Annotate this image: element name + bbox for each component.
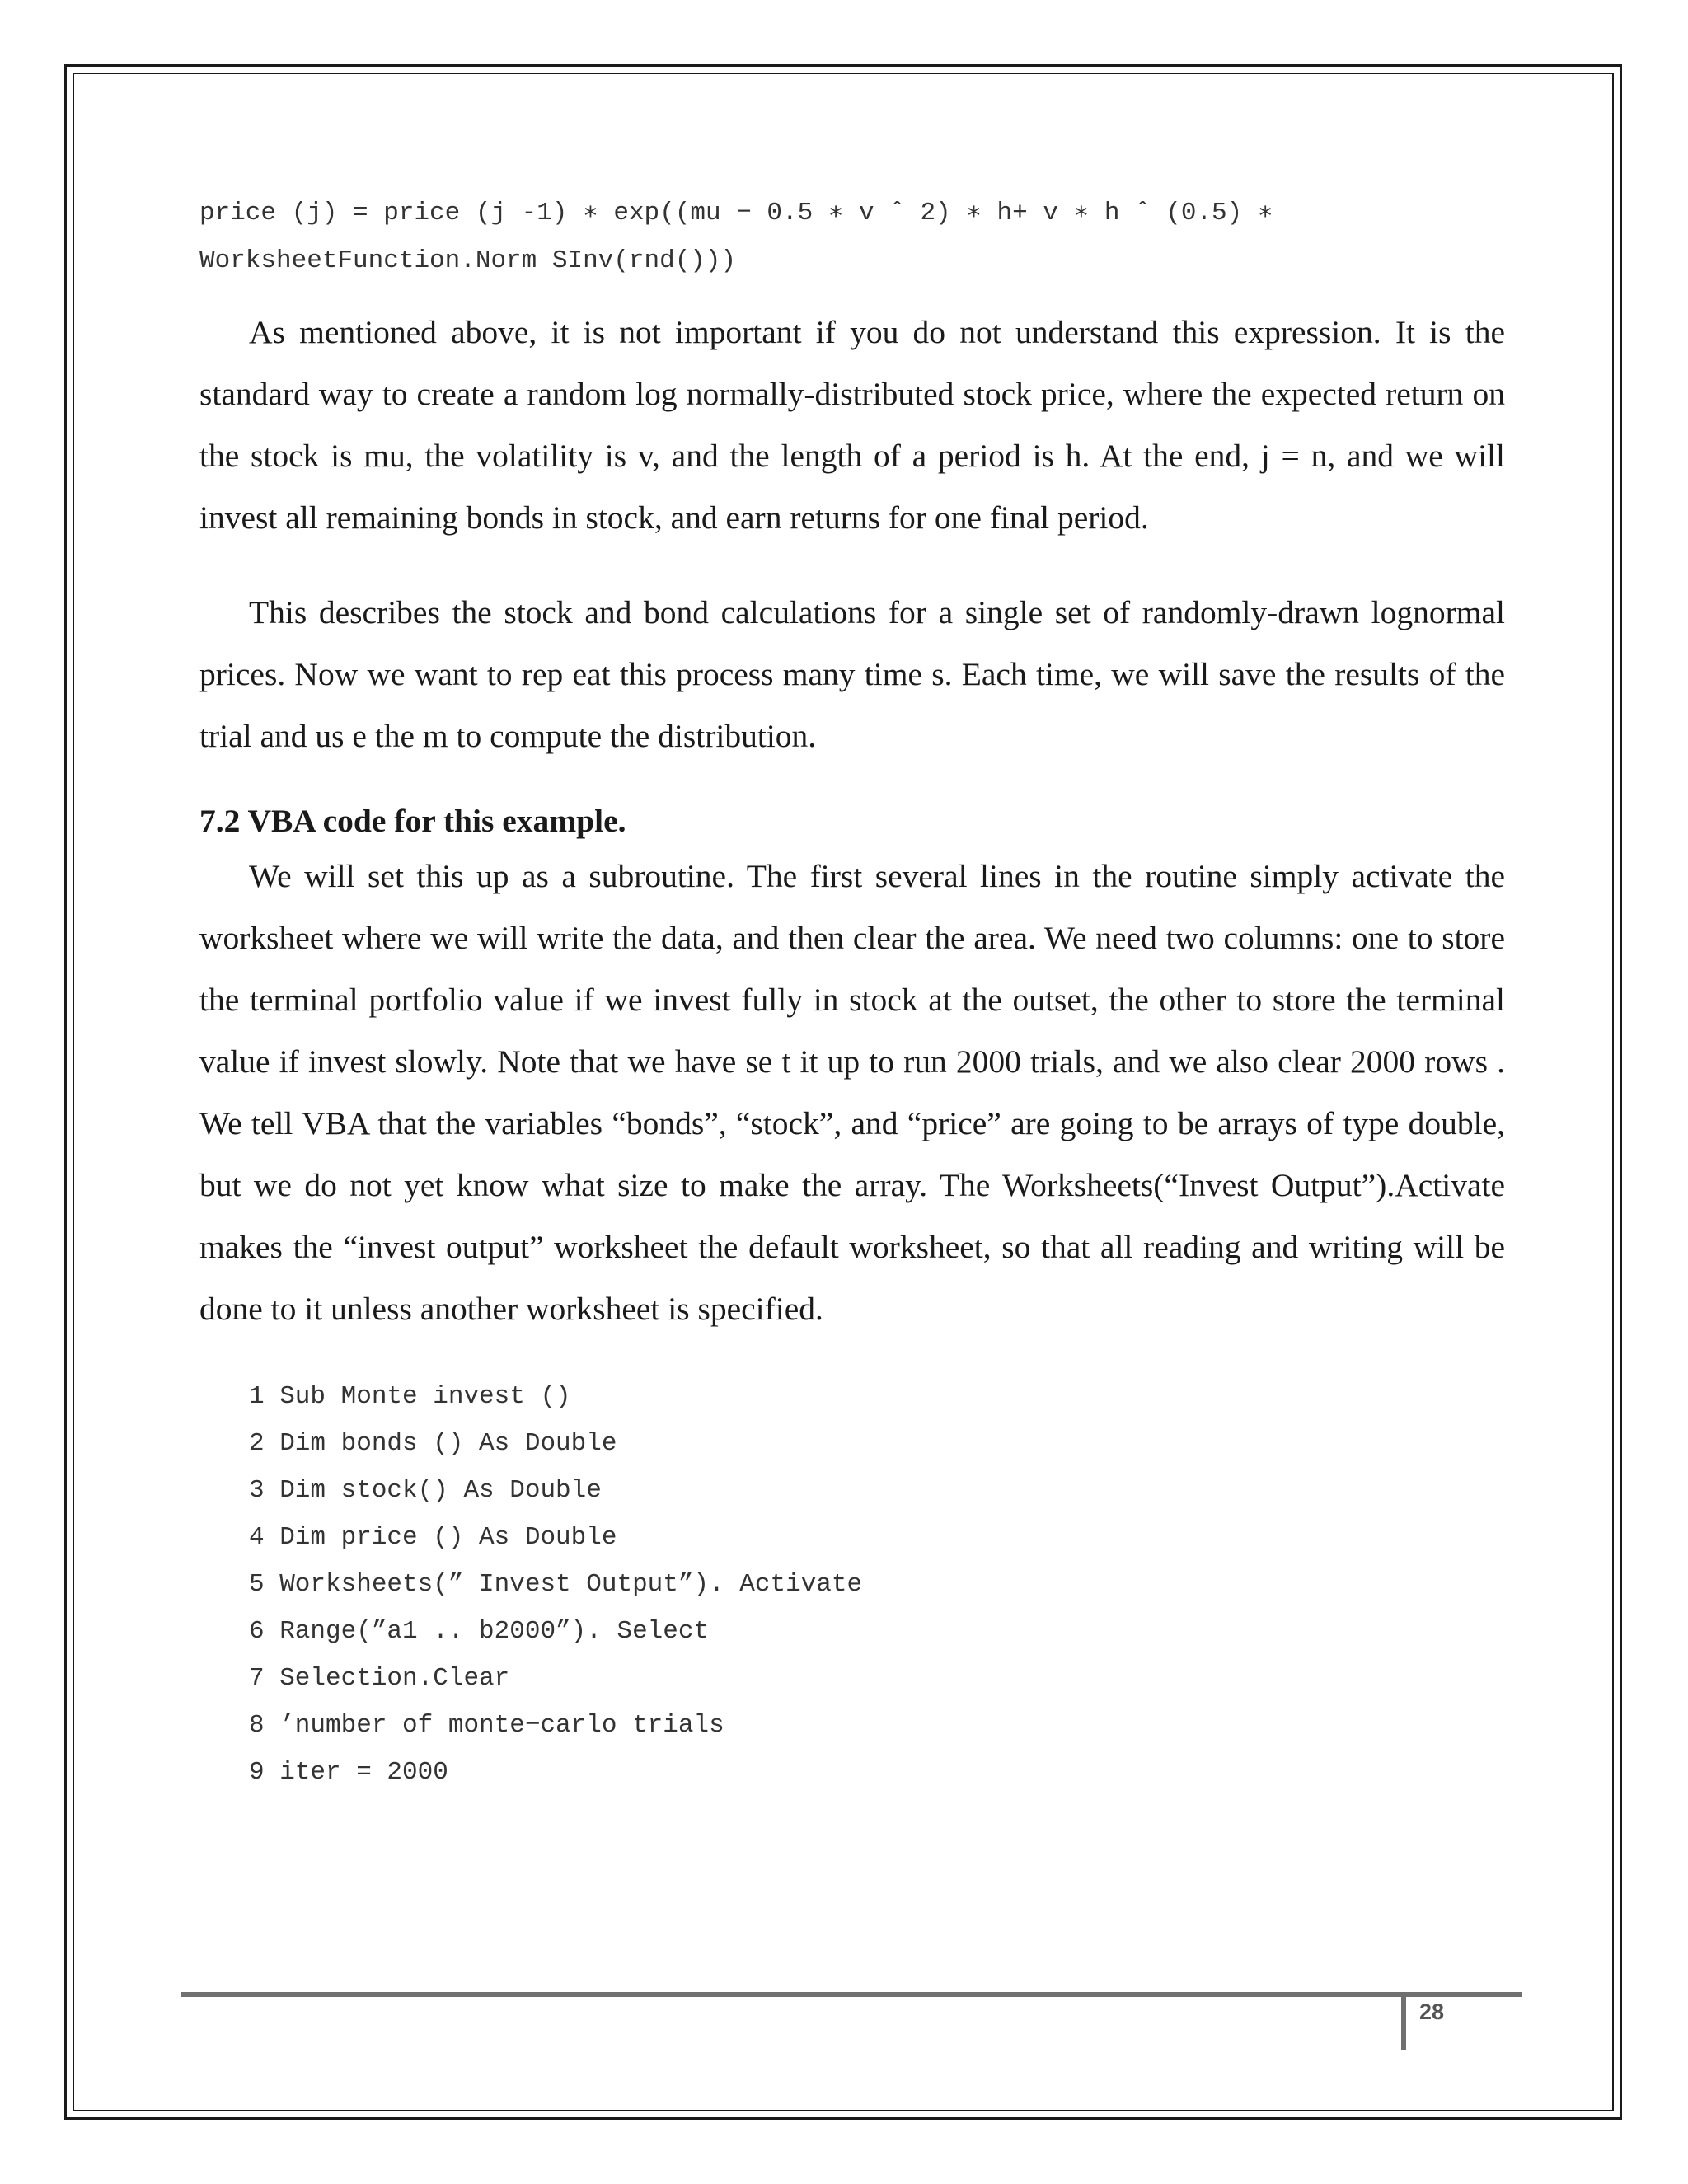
- formula-line-1: price (j) = price (j -1) ∗ exp((mu − 0.5 ∗ v ˆ 2) ∗ h+ v ∗ h ˆ (0.5) ∗: [199, 199, 1273, 227]
- code-line: 9 iter = 2000: [249, 1758, 448, 1787]
- paragraph-explanation: As mentioned above, it is not important if you do not understand this expression. It is the standard way to create a random log normally-distributed stock price, where the expected return on the stock is mu, the volatility is v, and the length of a period is h. At the end, j = n, and we will invest all remaining bonds in stock, and earn returns for one final period.: [199, 314, 1505, 536]
- paragraph-subroutine: We will set this up as a subroutine. The first several lines in the routine simply activate the worksheet where we will write the data, and then clear the area. We need two columns: one to store the terminal portfolio value if we invest fully in stock at the outset, the other to store the terminal value if invest slowly. Note that we have se t it up to run 2000 trials, and we also clear 2000 rows . We tell VBA that the variables “bonds”, “stock”, and “price” are going to be arrays of type double, but we do not yet know what size to make the array. The Worksheets(“Invest Output”).Activate makes the “invest output” worksheet the default worksheet, so that all reading and writing will be done to it unless another worksheet is specified.: [199, 858, 1505, 1327]
- formula-line-2: WorksheetFunction.Norm SInv(rnd())): [199, 246, 737, 275]
- code-line: 2 Dim bonds () As Double: [249, 1429, 617, 1458]
- code-line: 6 Range(”a1 .. b2000”). Select: [249, 1617, 710, 1646]
- code-line: 4 Dim price () As Double: [249, 1523, 617, 1552]
- footer-rule: [181, 1992, 1522, 1997]
- code-line: 8 ’number of monte−carlo trials: [249, 1711, 724, 1740]
- page-content: [199, 190, 1505, 1796]
- code-line: 7 Selection.Clear: [249, 1664, 510, 1693]
- section-heading: 7.2 VBA code for this example.: [199, 803, 626, 839]
- footer-divider: [1401, 1994, 1406, 2050]
- code-line: 5 Worksheets(” Invest Output”). Activate: [249, 1570, 863, 1599]
- page-number: 28: [1419, 1999, 1445, 2024]
- formula-code: [199, 190, 1505, 285]
- code-line: 1 Sub Monte invest (): [249, 1382, 571, 1411]
- paragraph-repeat-process: This describes the stock and bond calculations for a single set of randomly-drawn lognormal prices. Now we want to rep eat this process many time s. Each time, we will save the results of the trial and us e the m to compute the distribution.: [199, 594, 1505, 754]
- code-line: 3 Dim stock() As Double: [249, 1476, 602, 1505]
- code-listing: [249, 1373, 1505, 1796]
